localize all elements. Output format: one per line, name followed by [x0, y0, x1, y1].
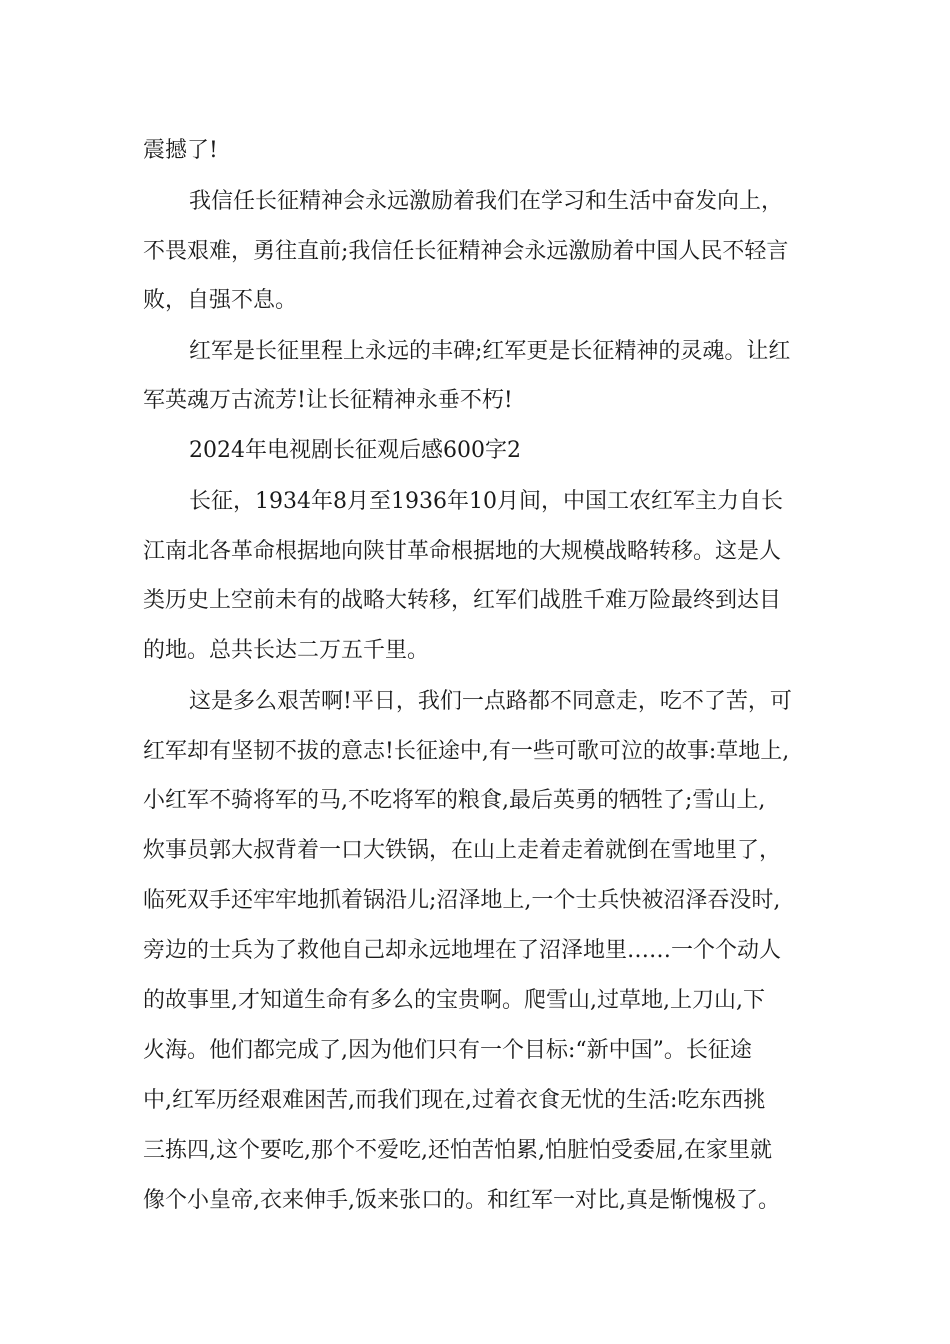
text-line: 临死双手还牢牢地抓着锅沿儿;沼泽地上,一个士兵快被沼泽吞没时, [143, 888, 781, 913]
text-line: 的地。总共长达二万五千里。 [143, 638, 430, 663]
text-line: 中,红军历经艰难困苦,而我们现在,过着衣食无忧的生活:吃东西挑 [143, 1088, 766, 1113]
text-line: 小红军不骑将军的马,不吃将军的粮食,最后英勇的牺牲了;雪山上, [143, 788, 766, 813]
text-line: 三拣四,这个要吃,那个不爱吃,还怕苦怕累,怕脏怕受委屈,在家里就 [143, 1138, 772, 1163]
text-line: 红军却有坚韧不拔的意志!长征途中,有一些可歌可泣的故事:草地上, [143, 739, 790, 764]
text-line: 类历史上空前未有的战略大转移，红军们战胜千难万险最终到达目 [143, 588, 782, 613]
text-line: 震撼了! [143, 138, 218, 163]
paragraph-first-line: 我信任长征精神会永远激励着我们在学习和生活中奋发向上， [189, 189, 784, 214]
text-line: 江南北各革命根据地向陕甘革命根据地的大规模战略转移。这是人 [143, 539, 782, 564]
text-line: 像个小皇帝,衣来伸手,饭来张口的。和红军一对比,真是惭愧极了。 [143, 1188, 780, 1213]
text-line: 炊事员郭大叔背着一口大铁锅，在山上走着走着就倒在雪地里了， [143, 838, 782, 863]
section-heading: 2024年电视剧长征观后感600字2 [189, 438, 521, 463]
text-line: 旁边的士兵为了救他自己却永远地埋在了沼泽地里……一个个动人 [143, 938, 782, 963]
text-line: 败，自强不息。 [143, 288, 298, 313]
text-line: 不畏艰难，勇往直前;我信任长征精神会永远激励着中国人民不轻言 [143, 239, 789, 264]
paragraph-first-line: 这是多么艰苦啊!平日，我们一点路都不同意走，吃不了苦，可 [189, 689, 792, 714]
text-line: 军英魂万古流芳!让长征精神永垂不朽! [143, 388, 513, 413]
paragraph-first-line: 长征，1934年8月至1936年10月间，中国工农红军主力自长 [189, 489, 783, 514]
text-line: 的故事里,才知道生命有多么的宝贵啊。爬雪山,过草地,上刀山,下 [143, 988, 765, 1013]
text-line: 火海。他们都完成了,因为他们只有一个目标:“新中国”。长征途 [143, 1038, 752, 1063]
paragraph-first-line: 红军是长征里程上永远的丰碑;红军更是长征精神的灵魂。让红 [189, 339, 791, 364]
